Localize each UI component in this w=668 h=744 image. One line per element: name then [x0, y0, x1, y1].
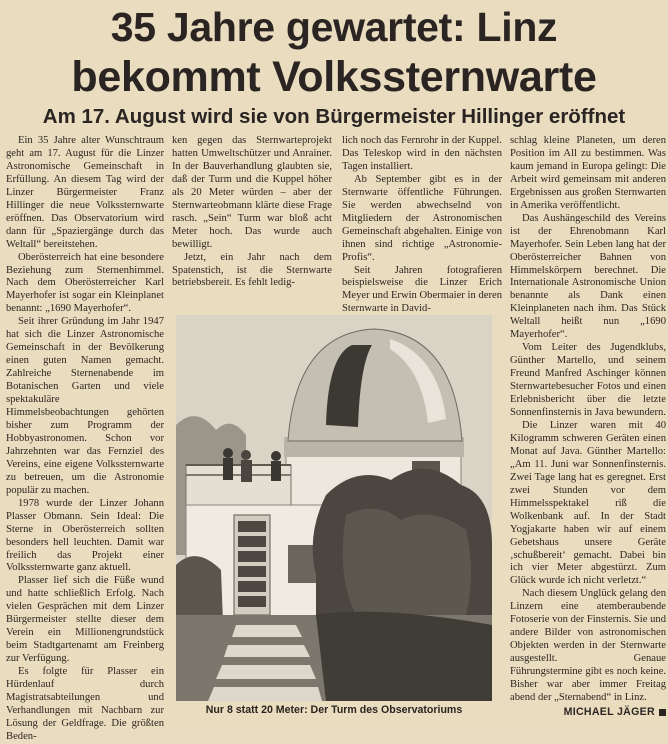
- headline-line-2: bekommt Volkssternwarte: [71, 53, 597, 101]
- end-mark-icon: [659, 709, 666, 716]
- paragraph: Plasser lief sich die Füße wund und hatte schließlich Erfolg. Nach vielen Gesprächen mit dem Linzer Bürgermeister stellte dieser dem Verein ein Millionengrundstück beim Stadtgartenamt am Freinberg zur Verfügung.: [6, 575, 164, 665]
- photo-caption: Nur 8 statt 20 Meter: Der Turm des Observatoriums: [205, 704, 463, 716]
- headline-line-1: 35 Jahre gewartet: Linz: [110, 4, 558, 50]
- subheadline: Am 17. August wird sie von Bürgermeister Hillinger eröffnet: [42, 105, 626, 128]
- paragraph: Das Aushängeschild des Vereins ist der Ehrenobmann Karl Mayerhofer. Sein Leben lang hat der Oberösterreicher Bahnen von Himmelskörpern berechnet. Die Internationale Astronomische Union benannte als Dank einen Kleinplaneten nach ihm. Das Stück Weltall heißt nun „1690 Mayerhofer“.: [510, 212, 666, 341]
- paragraph: Seit ihrer Gründung im Jahr 1947 hat sich die Linzer Astronomische Gemeinschaft in der Bevölkerung einen guten Namen gemacht. Zahlreiche Sternenabende im Botanischen Garten und viele spektakuläre Himmelsbeobachtungen gehörten bisher zum Programm der Hobbyastronomen. Schon vor Jahrzehnten war das Fernziel des Vereins, eine eigene Volkssternwarte zu betreuen, um die Astronomie populär zu machen.: [6, 316, 164, 496]
- paragraph: Nach diesem Unglück gelang den Linzern eine atemberaubende Fotoserie von der Finsternis. Sie und andere Bilder von astronomischen Objekten werden in der Sternwarte ausgestellt. Genaue Führungstermine gibt es noch keine. Bisher war aber immer Freitag abend der „Sternabend“ in Linz.: [510, 588, 666, 703]
- article-column-1: [6, 135, 164, 742]
- paragraph: ken gegen das Sternwarteprojekt hatten Umweltschützer und Anrainer. In der Bauverhandlung glaubten sie, daß der Turm und die Kuppel höher als 20 Meter würden – aber der Sternwarteobmann klärte diese Frage rasch. „Sein“ Turm war bloß acht Meter hoch. Das wurde auch bewilligt.: [172, 135, 332, 250]
- paragraph: lich noch das Fernrohr in der Kuppel. Das Teleskop wird in den nächsten Tagen installiert.: [342, 135, 502, 172]
- paragraph: Die Linzer waren mit 40 Kilogramm schweren Geräten einen Monat auf Java. Günther Martello: „Am 11. Juni war Sonnenfinsternis. Zwei Tage lang hat es geregnet. Erst zwei Stunden vor dem Himmelsspektakel riß die Wolkenbank auf. In der Stadt Yogjakarte haben wir auf einem Gebetshaus unsere Geräte ‚schußbereit‘ gemacht. Dabei bin ich vier Meter abgestürzt. Zum Glück wurde ich nicht verletzt.“: [510, 419, 666, 587]
- paragraph: Ab September gibt es in der Sternwarte öffentliche Führungen. Sie werden abwechselnd von Mitgliedern der Astronomischen Gemeinschaft abgehalten. Einige von ihnen sind richtige „Astronomie-Profis“.: [342, 173, 502, 263]
- paragraph: Vom Leiter des Jugendklubs, Günther Martello, und seinem Freund Manfred Aschinger können Sternwartebesucher Fotos und einen Erlebnisbericht über die letzte Sonnenfinsternis in Java bewundern.: [510, 342, 666, 419]
- paragraph: Ein 35 Jahre alter Wunschtraum geht am 17. August für die Linzer Astronomische Gemeinschaft in Erfüllung. An diesem Tag wird der Linzer Bürgermeister Franz Hillinger die neue Volkssternwarte eröffnen. Das Observatorium wird dann für „Spaziergänge durch das Weltall“ bereitstehen.: [6, 135, 164, 250]
- article-column-3: [342, 135, 502, 315]
- paragraph: Jetzt, ein Jahr nach dem Spatenstich, ist die Sternwarte betriebsbereit. Es fehlt ledig-: [172, 251, 332, 289]
- observatory-photo: [176, 315, 492, 701]
- paragraph: Oberösterreich hat eine besondere Beziehung zum Sternenhimmel. Nach dem Oberösterreicher Karl Mayerhofer ist sogar ein Kleinplanet benannt: „1690 Mayerhofer“.: [6, 251, 164, 315]
- article-column-2: [172, 135, 332, 309]
- paragraph: schlag kleine Planeten, um deren Position im All zu bestimmen. Was kaum jemand in Europa gelingt: Die Arbeit wird gemeinsam mit anderen Ergebnissen aus großen Sternwarten in Amerika veröffentlicht.: [510, 135, 666, 211]
- paragraph: Es folgte für Plasser ein Hürdenlauf durch Magistratsabteilungen und Verhandlungen mit Nachbarn zur Lösung der Geldfrage. Die größten Beden-: [6, 666, 164, 742]
- article-column-4: [510, 135, 666, 725]
- byline: MICHAEL JÄGER: [563, 705, 655, 718]
- paragraph: Seit Jahren fotografieren beispielsweise die Linzer Erich Meyer und Erwin Obermaier in deren Sternwarte in David-: [342, 264, 502, 315]
- byline-line: [510, 706, 666, 720]
- paragraph: 1978 wurde der Linzer Johann Plasser Obmann. Sein Ideal: Die Sterne in Oberösterreich sollten besonders hell leuchten. Damit war freilich das Projekt einer Volkssternwarte ganz aktuell.: [6, 497, 164, 574]
